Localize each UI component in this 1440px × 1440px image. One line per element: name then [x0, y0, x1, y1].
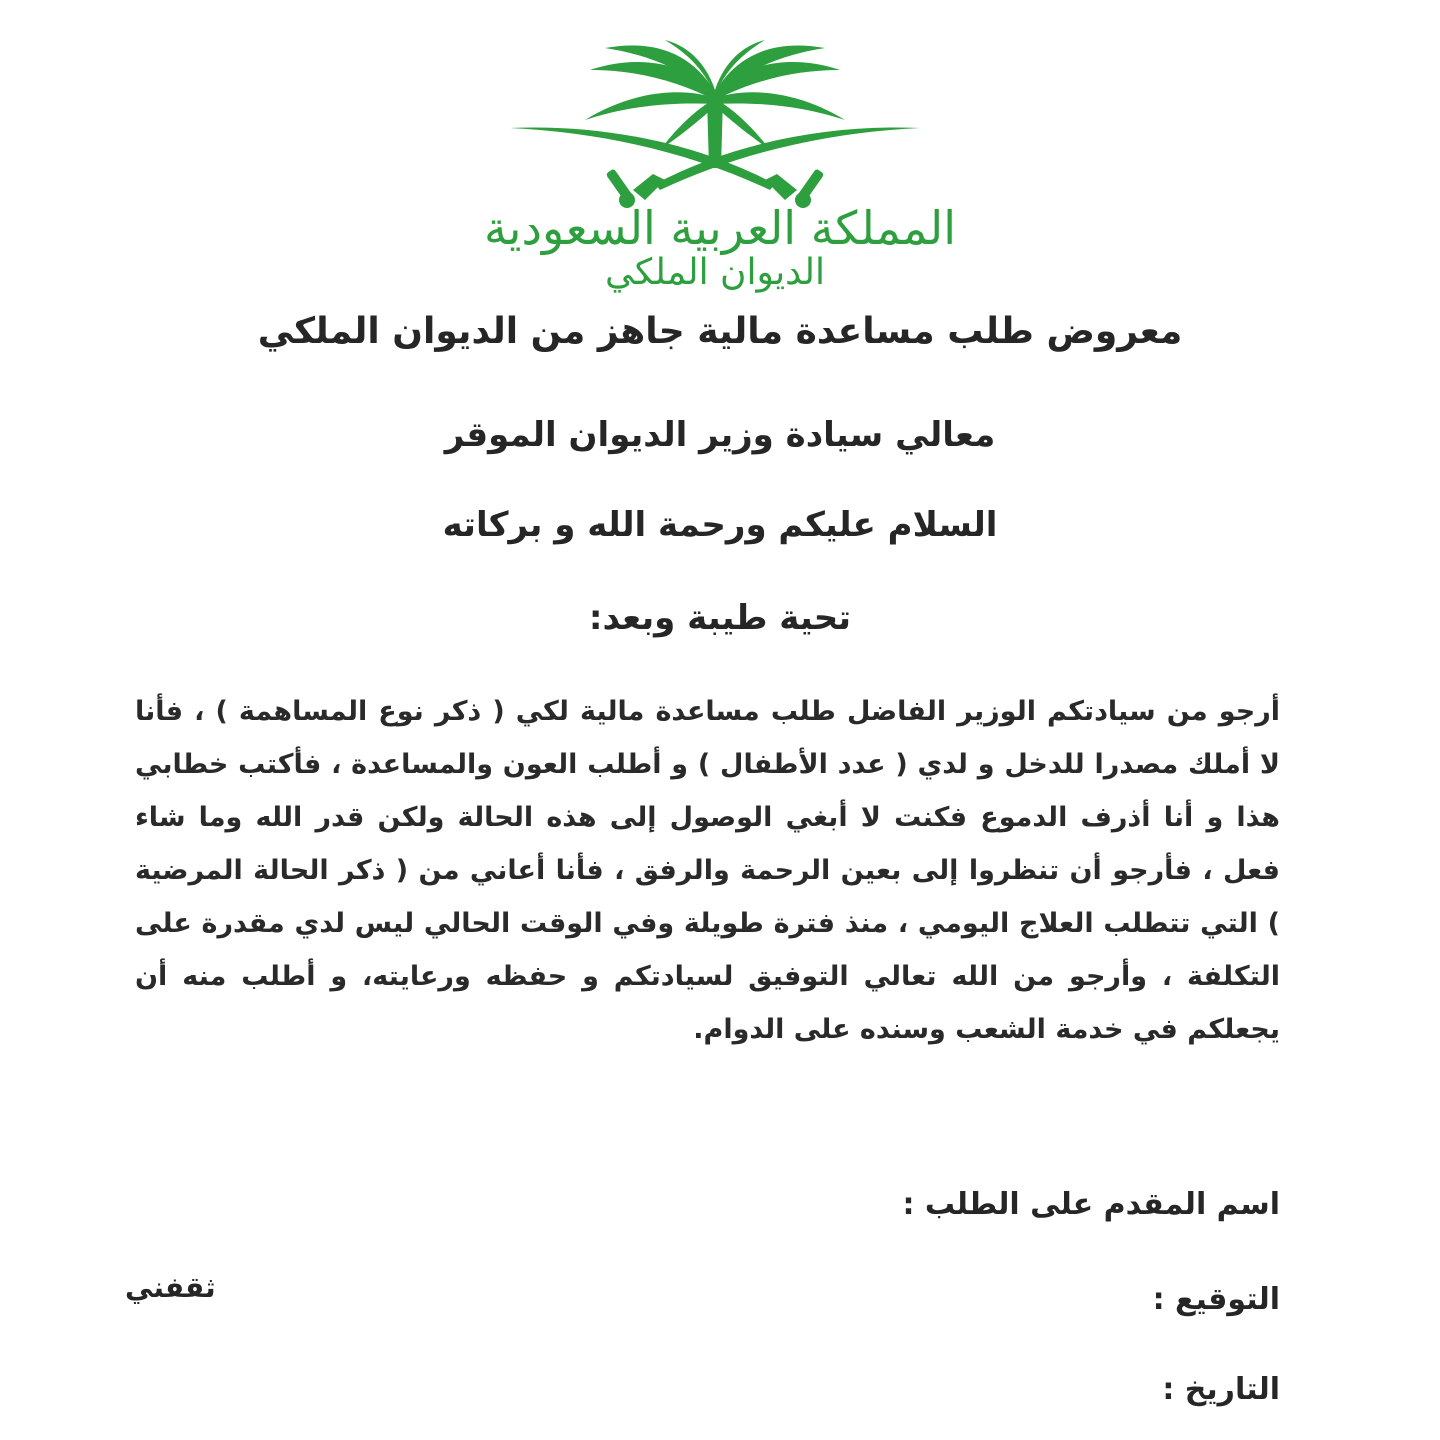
- watermark-note: ثقفني: [125, 1271, 216, 1304]
- addressee: معالي سيادة وزير الديوان الموقر: [444, 415, 996, 455]
- letter-body: أرجو من سيادتكم الوزير الفاضل طلب مساعدة مالية لكي ( ذكر نوع المساهمة ) ، فأنا لا أملك مصدرا للدخل و لدي ( عدد الأطفال ) و أطلب العون والمساعدة ، فأكتب خطابي هذا و أنا أذرف الدموع فكنت لا أبغي الوصول إلى هذه الحالة ولكن قدر الله وما شاء فعل ، فأرجو أن تنظروا إلى بعين الرحمة والرفق ، فأنا أعاني من ( ذكر الحالة المرضية ) التي تتطلب العلاج اليومي ، منذ فترة طويلة وفي الوقت الحالي ليس لدي مقدرة على التكلفة ، وأرجو من الله تعالي التوفيق لسيادتكم و حفظه ورعايته، و أطلب منه أن يجعلكم في خدمة الشعب وسنده على الدوام.: [135, 696, 1280, 1045]
- applicant-name-field: اسم المقدم على الطلب :: [902, 1187, 1280, 1222]
- document-title: معروض طلب مساعدة مالية جاهز من الديوان الملكي: [257, 311, 1183, 352]
- salutation: السلام عليكم ورحمة الله و بركاته: [442, 505, 998, 545]
- letterhead-org-name: المملكة العربية السعودية: [484, 201, 956, 255]
- signature-field: التوقيع :: [1152, 1282, 1280, 1317]
- letterhead: [205, 30, 1235, 293]
- letterhead-department: الديوان الملكي: [605, 252, 825, 293]
- date-field: التاريخ :: [1162, 1372, 1280, 1407]
- greeting: تحية طيبة وبعد:: [588, 598, 852, 638]
- saudi-palm-swords-emblem-icon: [485, 40, 945, 215]
